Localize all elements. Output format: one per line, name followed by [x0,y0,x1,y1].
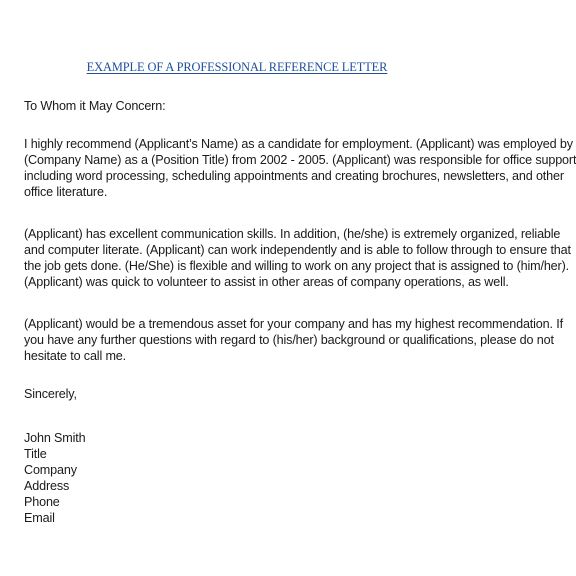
salutation: To Whom it May Concern: [24,99,166,113]
paragraph-2-line-1: (Applicant) has excellent communication skills. In addition, (he/she) is extremely organized, reliable [24,227,561,241]
paragraph-3-line-1: (Applicant) would be a tremendous asset for your company and has my highest recommendation. If [24,317,563,331]
signature-address: Address [24,479,70,493]
paragraph-2-line-3: the job gets done. (He/She) is flexible and willing to work on any project that is assigned to (him/her). [24,259,569,273]
signature-company: Company [24,463,77,477]
paragraph-1-line-1: I highly recommend (Applicant’s Name) as a candidate for employment. (Applicant) was employed by [24,137,573,151]
letter-title: EXAMPLE OF A PROFESSIONAL REFERENCE LETTER [86,60,388,74]
paragraph-2-line-2: and computer literate. (Applicant) can work independently and is able to follow through to ensure that [24,243,571,257]
paragraph-1-line-4: office literature. [24,185,108,199]
paragraph-3-line-3: hesitate to call me. [24,349,126,363]
signature-title: Title [24,447,47,461]
closing: Sincerely, [24,387,77,401]
paragraph-3-line-2: you have any further questions with regard to (his/her) background or qualifications, please do not [24,333,554,347]
signature-name: John Smith [24,431,86,445]
signature-phone: Phone [24,495,60,509]
paragraph-1-line-3: including word processing, scheduling appointments and creating brochures, newsletters, and other [24,169,564,183]
paragraph-1-line-2: (Company Name) as a (Position Title) from 2002 - 2005. (Applicant) was responsible for office support [24,153,576,167]
signature-email: Email [24,511,55,525]
paragraph-2-line-4: (Applicant) was quick to volunteer to assist in other areas of company operations, as well. [24,275,509,289]
